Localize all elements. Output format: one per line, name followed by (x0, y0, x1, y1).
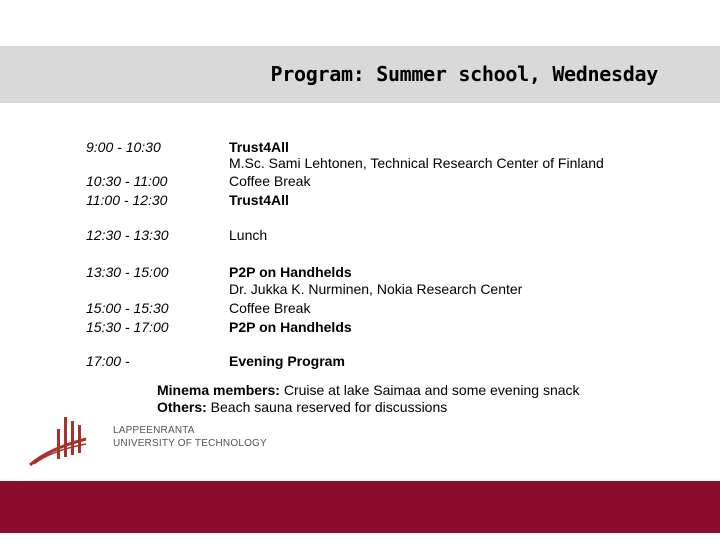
schedule-time: 9:00 - 10:30 (86, 139, 161, 155)
schedule-desc: P2P on Handhelds (229, 264, 352, 280)
schedule-desc: Dr. Jukka K. Nurminen, Nokia Research Center (229, 281, 523, 297)
schedule-desc: Coffee Break (229, 300, 311, 316)
note-label: Others: (157, 399, 207, 415)
schedule-desc: Trust4All (229, 139, 289, 155)
schedule-desc: Lunch (229, 227, 268, 243)
schedule-time: 10:30 - 11:00 (86, 173, 168, 189)
schedule-desc: P2P on Handhelds (229, 319, 352, 335)
note-line (157, 382, 580, 399)
schedule-desc: Evening Program (229, 353, 345, 369)
schedule-time: 15:00 - 15:30 (86, 300, 169, 316)
schedule-time: 17:00 - (86, 353, 130, 369)
logo-line-2: UNIVERSITY OF TECHNOLOGY (113, 438, 267, 449)
schedule-time: 11:00 - 12:30 (86, 192, 168, 208)
lut-logo-mark-icon (28, 415, 88, 469)
logo-line-1: LAPPEENRANTA (113, 425, 195, 436)
schedule-desc: M.Sc. Sami Lehtonen, Technical Research Center of Finland (229, 155, 604, 171)
schedule-time: 12:30 - 13:30 (86, 227, 169, 243)
schedule-desc: Trust4All (229, 192, 289, 208)
schedule-desc: Coffee Break (229, 173, 311, 189)
note-text: Cruise at lake Saimaa and some evening snack (279, 382, 580, 398)
note-line (157, 399, 447, 416)
schedule-time: 13:30 - 15:00 (86, 264, 169, 280)
slide-title: Program: Summer school, Wednesday (270, 62, 658, 86)
university-logo (28, 415, 267, 469)
schedule-time: 15:30 - 17:00 (86, 319, 169, 335)
note-text: Beach sauna reserved for discussions (206, 399, 448, 415)
note-label: Minema members: (157, 382, 280, 398)
footer-band (0, 481, 720, 533)
